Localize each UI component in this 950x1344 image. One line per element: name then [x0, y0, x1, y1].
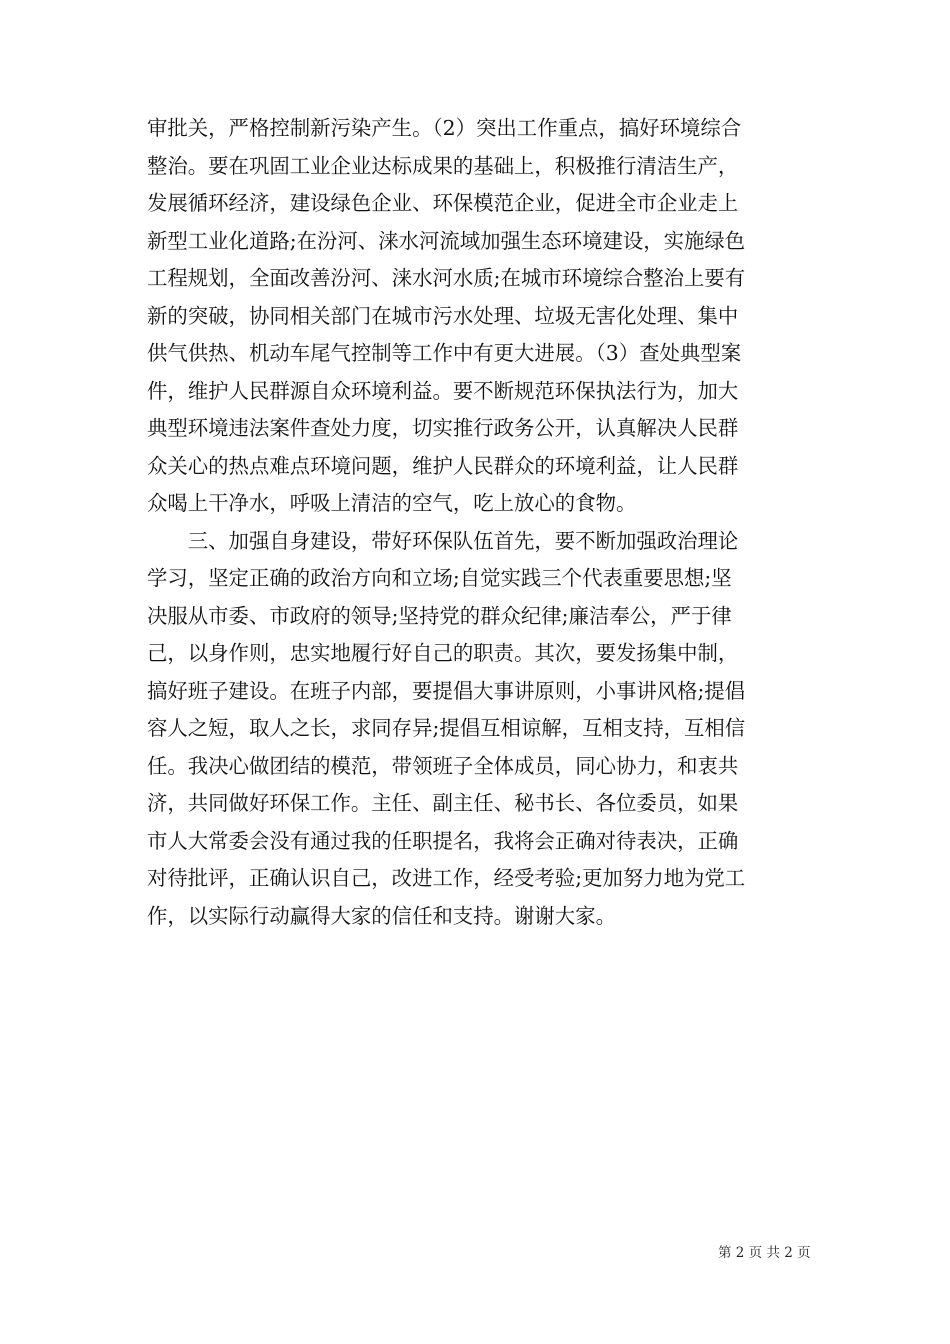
- page-number-footer: 第 2 页 共 2 页: [718, 1245, 811, 1261]
- text-line: 三、加强自身建设，带好环保队伍首先，要不断加强政治理论: [147, 528, 739, 553]
- text-line: 搞好班子建设。在班子内部，要提倡大事讲原则，小事讲风格;提倡: [147, 678, 746, 703]
- text-line: 件，维护人民群源自众环境利益。要不断规范环保执法行为，加大: [147, 378, 739, 403]
- text-line: 决服从市委、市政府的领导;坚持党的群众纪律;廉洁奉公，严于律: [147, 603, 732, 628]
- paragraph-2: [147, 523, 803, 936]
- text-line: 众喝上干净水，呼吸上清洁的空气，吃上放心的食物。: [147, 491, 637, 515]
- text-line: 对待批评，正确认识自己，改进工作，经受考验;更加努力地为党工: [147, 866, 746, 890]
- text-line: 工程规划，全面改善汾河、涞水河水质;在城市环境综合整治上要有: [147, 266, 746, 290]
- text-line: 己，以身作则，忠实地履行好自己的职责。其次，要发扬集中制，: [147, 641, 739, 665]
- text-line: 作，以实际行动赢得大家的信任和支持。谢谢大家。: [147, 903, 616, 928]
- text-line: 市人大常委会没有通过我的任职提名，我将会正确对待表决，正确: [147, 828, 739, 853]
- document-body: [147, 110, 803, 935]
- text-line: 学习，坚定正确的政治方向和立场;自觉实践三个代表重要思想;坚: [147, 566, 732, 590]
- text-line: 审批关，严格控制新污染产生。（2）突出工作重点，搞好环境综合: [147, 116, 742, 140]
- text-line: 新型工业化道路;在汾河、涞水河流域加强生态环境建设，实施绿色: [147, 228, 746, 253]
- text-line: 容人之短，取人之长，求同存异;提倡互相谅解，互相支持，互相信: [147, 716, 746, 740]
- text-line: 供气供热、机动车尾气控制等工作中有更大进展。（3）查处典型案: [147, 341, 742, 365]
- text-line: 济，共同做好环保工作。主任、副主任、秘书长、各位委员，如果: [147, 791, 739, 815]
- text-line: 典型环境违法案件查处力度，切实推行政务公开，认真解决人民群: [147, 416, 739, 440]
- text-line: 众关心的热点难点环境问题，维护人民群众的环境利益，让人民群: [147, 453, 739, 478]
- text-line: 任。我决心做团结的模范，带领班子全体成员，同心协力，和衷共: [147, 753, 739, 778]
- text-line: 发展循环经济，建设绿色企业、环保模范企业，促进全市企业走上: [147, 191, 739, 215]
- text-line: 新的突破，协同相关部门在城市污水处理、垃圾无害化处理、集中: [147, 303, 739, 328]
- text-line: 整治。要在巩固工业企业达标成果的基础上，积极推行清洁生产，: [147, 153, 739, 178]
- paragraph-1: [147, 110, 803, 523]
